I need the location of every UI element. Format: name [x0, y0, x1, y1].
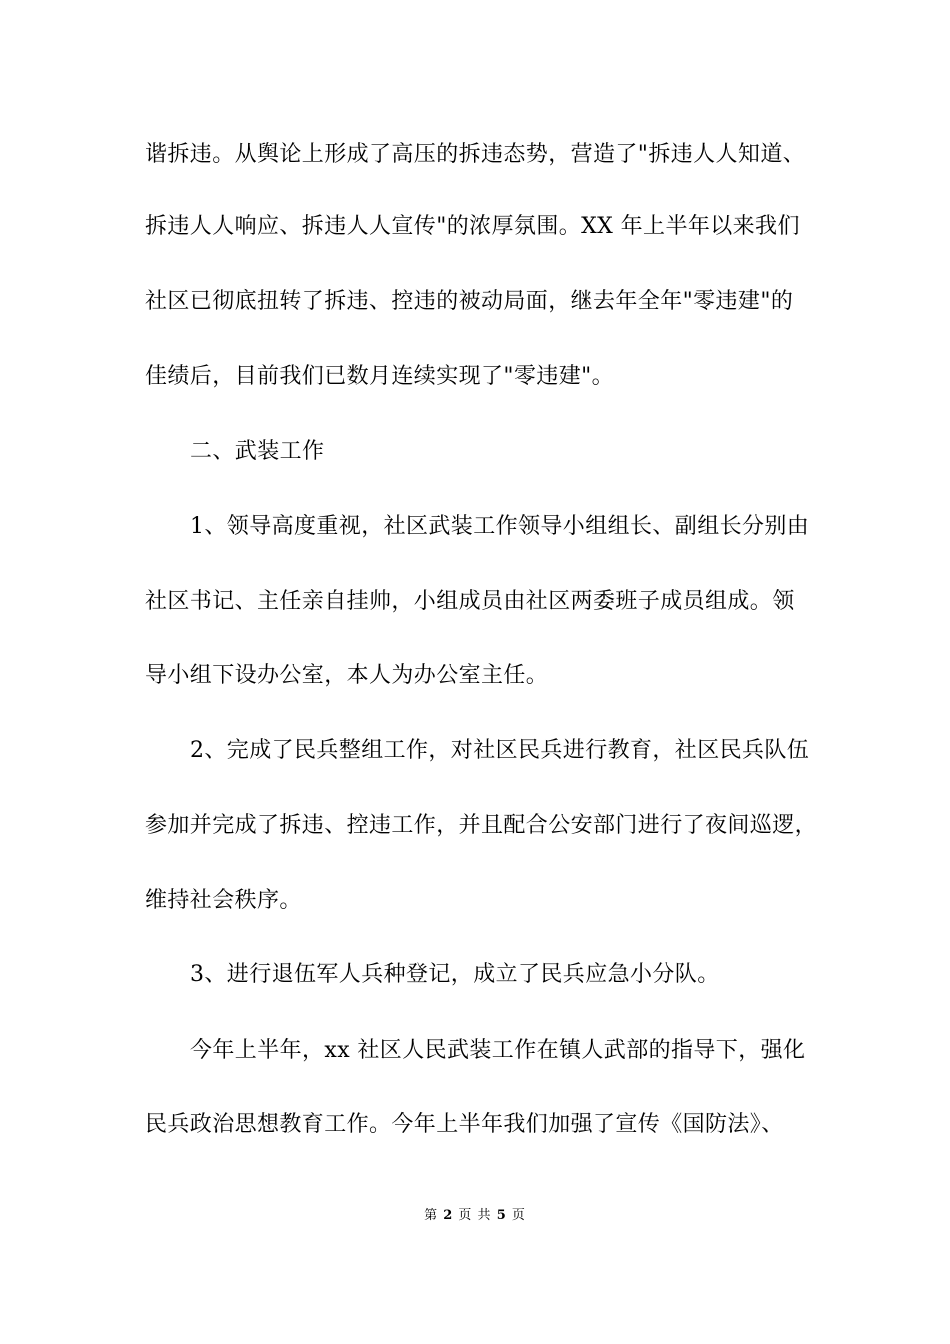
text-line: 今年上半年，xx 社区人民武装工作在镇人武部的指导下，强化: [190, 1038, 806, 1063]
current-page-number: 2: [443, 1208, 454, 1223]
text-line: 1、领导高度重视，社区武装工作领导小组组长、副组长分别由: [190, 514, 810, 539]
page-footer: [0, 1207, 950, 1225]
text-line: 导小组下设办公室，本人为办公室主任。: [145, 663, 549, 688]
text-line: 维持社会秩序。: [145, 888, 302, 913]
total-pages-number: 5: [496, 1208, 507, 1223]
text-line: 社区书记、主任亲自挂帅，小组成员由社区两委班子成员组成。领: [145, 589, 795, 614]
section-heading: 二、武装工作: [190, 439, 325, 464]
footer-prefix: 第: [424, 1208, 439, 1223]
footer-middle: 页 共: [458, 1208, 492, 1223]
text-line: 参加并完成了拆违、控违工作，并且配合公安部门进行了夜间巡逻，: [145, 813, 818, 838]
text-line: 3、进行退伍军人兵种登记，成立了民兵应急小分队。: [190, 962, 720, 987]
footer-suffix: 页: [511, 1208, 526, 1223]
text-line: 民兵政治思想教育工作。今年上半年我们加强了宣传《国防法》、: [145, 1112, 784, 1137]
text-line: 拆违人人响应、拆违人人宣传"的浓厚氛围。XX 年上半年以来我们: [145, 214, 800, 239]
text-line: 谐拆违。从舆论上形成了高压的拆违态势，营造了"拆违人人知道、: [145, 142, 806, 167]
text-line: 2、完成了民兵整组工作，对社区民兵进行教育，社区民兵队伍: [190, 738, 810, 763]
text-line: 佳绩后，目前我们已数月连续实现了"零违建"。: [145, 364, 615, 389]
text-line: 社区已彻底扭转了拆违、控违的被动局面，继去年全年"零违建"的: [145, 289, 794, 314]
